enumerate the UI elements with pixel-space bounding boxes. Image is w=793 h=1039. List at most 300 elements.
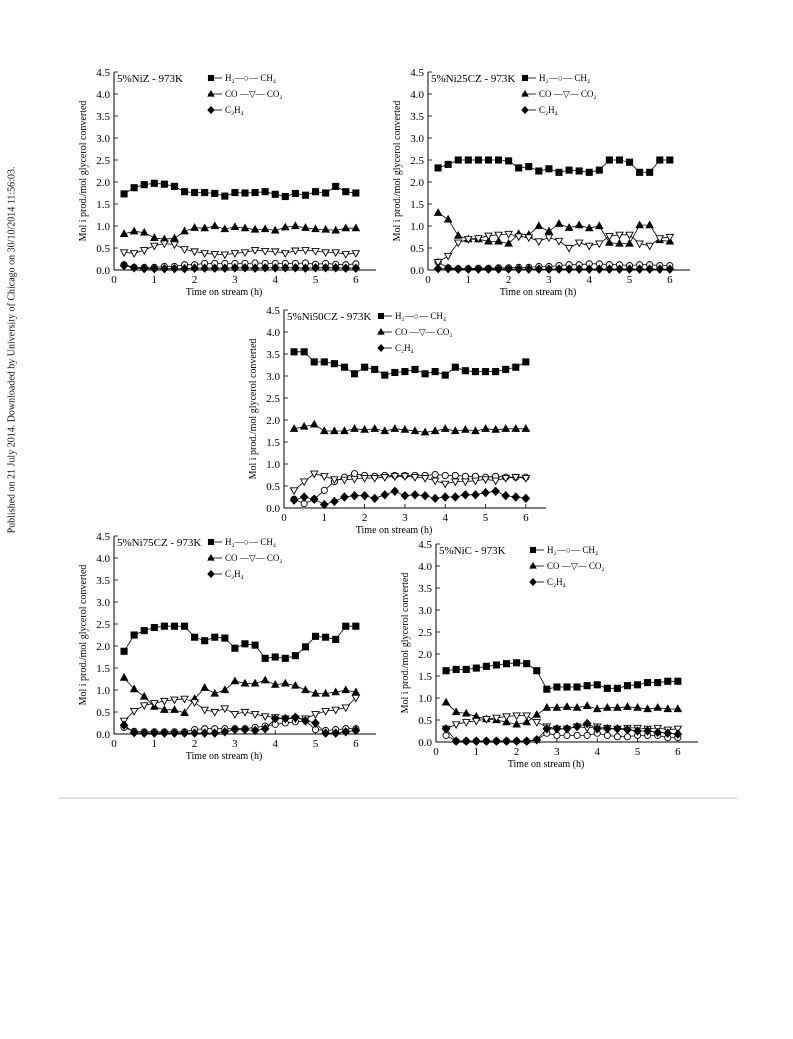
point-h2 [624, 683, 630, 689]
point-h2 [554, 684, 560, 690]
point-co [533, 711, 540, 717]
x-tick-label: 2 [361, 512, 368, 524]
point-h2 [485, 157, 491, 163]
point-co [201, 684, 208, 690]
point-h2 [372, 366, 378, 372]
point-co2 [301, 479, 308, 485]
point-ch4 [614, 734, 620, 740]
x-tick-label: 2 [505, 274, 512, 286]
y-tick-label: 0.5 [96, 243, 110, 255]
point-co [576, 221, 583, 227]
series-line-c2h4 [446, 724, 678, 742]
point-h2 [171, 183, 177, 189]
y-tick-label: 2.0 [266, 415, 280, 427]
publication-note: Published on 21 July 2014. Downloaded by University of Chicago on 30/10/2014 11:56:03. [6, 166, 18, 534]
x-tick-label: 0 [281, 512, 287, 524]
point-c2h4 [300, 493, 307, 501]
point-co [624, 703, 631, 709]
y-tick-label: 2.5 [96, 619, 110, 631]
point-h2 [333, 636, 339, 642]
point-h2 [473, 665, 479, 671]
point-c2h4 [391, 487, 398, 495]
y-tick-label: 3.0 [418, 605, 432, 617]
point-co [262, 225, 269, 231]
x-tick-label: 2 [513, 746, 520, 758]
point-c2h4 [513, 737, 520, 745]
series-line-co2 [124, 698, 356, 721]
point-co2 [291, 488, 298, 494]
y-tick-label: 4.5 [410, 67, 424, 79]
y-tick-label: 2.5 [266, 393, 280, 405]
series-line-h2 [438, 160, 670, 172]
x-tick-label: 6 [353, 738, 359, 750]
x-tick-label: 5 [312, 274, 319, 286]
y-tick-label: 1.0 [96, 221, 110, 233]
point-h2 [526, 164, 532, 170]
x-tick-label: 3 [232, 738, 238, 750]
page-divider [58, 797, 737, 799]
point-h2 [626, 159, 632, 165]
y-tick-label: 0.0 [96, 729, 110, 741]
x-tick-label: 5 [626, 274, 633, 286]
y-tick-label: 3.0 [96, 133, 110, 145]
point-h2 [291, 349, 297, 355]
point-co [654, 704, 661, 710]
point-h2 [556, 169, 562, 175]
point-h2 [435, 165, 441, 171]
point-co [482, 425, 489, 431]
y-tick-label: 2.0 [96, 641, 110, 653]
point-co [512, 425, 519, 431]
y-tick-label: 2.5 [418, 627, 432, 639]
point-co [191, 224, 198, 230]
point-h2 [212, 190, 218, 196]
point-co [131, 228, 138, 234]
point-co [221, 686, 228, 692]
legend-label: CO —▽— CO₂ [547, 561, 605, 571]
point-c2h4 [381, 491, 388, 499]
point-h2 [242, 190, 248, 196]
x-axis-label: Time on stream (h) [499, 287, 577, 298]
point-co2 [171, 242, 178, 248]
point-h2 [161, 623, 167, 629]
y-tick-label: 3.5 [96, 111, 110, 123]
point-c2h4 [361, 492, 368, 500]
point-h2 [604, 685, 610, 691]
point-h2 [453, 666, 459, 672]
point-h2 [282, 193, 288, 199]
y-tick-label: 4.0 [96, 89, 110, 101]
point-h2 [566, 167, 572, 173]
point-co [443, 699, 450, 705]
point-co2 [221, 252, 228, 258]
point-h2 [614, 685, 620, 691]
series-line-h2 [294, 352, 526, 375]
point-co [311, 421, 318, 427]
point-h2 [212, 634, 218, 640]
point-h2 [392, 369, 398, 375]
y-tick-label: 4.5 [266, 305, 280, 317]
point-ch4 [462, 473, 468, 479]
point-h2 [465, 157, 471, 163]
x-tick-label: 5 [634, 746, 641, 758]
point-co2 [566, 245, 573, 251]
point-co [502, 425, 509, 431]
point-ch4 [452, 472, 458, 478]
x-tick-label: 4 [594, 746, 600, 758]
point-h2 [192, 634, 198, 640]
point-c2h4 [452, 493, 459, 501]
point-h2 [351, 371, 357, 377]
point-ch4 [351, 471, 357, 477]
y-tick-label: 0.0 [96, 265, 110, 277]
y-tick-label: 4.0 [418, 561, 432, 573]
x-tick-label: 1 [465, 274, 472, 286]
point-co2 [211, 709, 218, 715]
legend-label: C₂H₄ [395, 343, 414, 353]
point-h2 [675, 678, 681, 684]
y-tick-label: 0.5 [410, 243, 424, 255]
legend-label: H₂—○— CH₄ [225, 537, 276, 547]
point-co [282, 680, 289, 686]
point-h2 [181, 623, 187, 629]
point-c2h4 [512, 493, 519, 501]
point-c2h4 [431, 494, 438, 502]
point-co2 [211, 252, 218, 258]
point-co2 [322, 250, 329, 256]
point-co [636, 221, 643, 227]
point-h2 [443, 668, 449, 674]
point-co2 [646, 243, 653, 249]
point-h2 [475, 157, 481, 163]
x-tick-label: 5 [482, 512, 489, 524]
point-h2 [343, 189, 349, 195]
x-tick-label: 0 [111, 738, 117, 750]
y-tick-label: 4.0 [410, 89, 424, 101]
point-h2 [524, 661, 530, 667]
point-h2 [382, 372, 388, 378]
point-h2 [272, 654, 278, 660]
point-h2 [534, 668, 540, 674]
point-c2h4 [331, 497, 338, 505]
point-co [674, 705, 681, 711]
legend-label: H₂—○— CH₄ [539, 73, 590, 83]
series-line-co2 [438, 234, 670, 262]
x-tick-label: 5 [312, 738, 319, 750]
series-line-ch4 [124, 263, 356, 267]
x-tick-label: 6 [353, 274, 359, 286]
point-c2h4 [251, 264, 258, 272]
point-c2h4 [503, 737, 510, 745]
point-co [435, 209, 442, 215]
point-co2 [262, 248, 269, 254]
point-h2 [343, 623, 349, 629]
y-tick-label: 2.5 [96, 155, 110, 167]
point-co [231, 223, 238, 229]
y-tick-label: 3.5 [266, 349, 280, 361]
point-co [455, 232, 462, 238]
point-c2h4 [492, 487, 499, 495]
point-h2 [312, 189, 318, 195]
x-tick-label: 0 [111, 274, 117, 286]
point-h2 [262, 189, 268, 195]
chart-title: 5%NiC - 973K [439, 545, 506, 557]
x-tick-label: 4 [272, 738, 278, 750]
x-tick-label: 4 [442, 512, 448, 524]
series-line-h2 [124, 626, 356, 658]
point-c2h4 [462, 491, 469, 499]
point-h2 [412, 366, 418, 372]
point-h2 [252, 189, 258, 195]
point-h2 [482, 369, 488, 375]
point-h2 [645, 680, 651, 686]
legend-label: CO —▽— CO₂ [225, 553, 283, 563]
y-tick-label: 3.0 [96, 597, 110, 609]
point-h2 [222, 193, 228, 199]
point-h2 [292, 190, 298, 196]
x-axis-label: Time on stream (h) [185, 287, 263, 298]
y-tick-label: 3.5 [96, 575, 110, 587]
point-h2 [192, 189, 198, 195]
point-h2 [544, 686, 550, 692]
point-co [391, 425, 398, 431]
point-h2 [637, 169, 643, 175]
point-co2 [492, 478, 499, 484]
point-co [596, 222, 603, 228]
point-h2 [493, 662, 499, 668]
point-h2 [151, 180, 157, 186]
point-h2 [432, 369, 438, 375]
point-h2 [455, 157, 461, 163]
x-tick-label: 1 [321, 512, 328, 524]
legend-label: CO —▽— CO₂ [539, 89, 597, 99]
x-tick-label: 3 [554, 746, 560, 758]
point-c2h4 [502, 492, 509, 500]
point-co [584, 702, 591, 708]
x-tick-label: 0 [433, 746, 439, 758]
point-co2 [523, 713, 530, 719]
point-h2 [302, 192, 308, 198]
side-watermark-note [4, 90, 20, 610]
point-h2 [301, 349, 307, 355]
point-h2 [232, 189, 238, 195]
point-h2 [647, 169, 653, 175]
series-line-h2 [124, 183, 356, 196]
y-tick-label: 1.5 [96, 663, 110, 675]
legend-label: CO —▽— CO₂ [395, 327, 453, 337]
point-co2 [586, 243, 593, 249]
point-co [371, 425, 378, 431]
point-h2 [493, 369, 499, 375]
point-co [342, 224, 349, 230]
point-co [121, 674, 128, 680]
point-co [231, 677, 238, 683]
y-tick-label: 4.5 [96, 531, 110, 543]
point-c2h4 [421, 492, 428, 500]
point-co [331, 427, 338, 433]
x-tick-label: 2 [191, 274, 198, 286]
point-co2 [626, 232, 633, 238]
y-tick-label: 1.0 [266, 459, 280, 471]
point-c2h4 [522, 494, 529, 502]
point-c2h4 [463, 737, 470, 745]
series-line-ch4 [124, 721, 356, 732]
point-c2h4 [483, 737, 490, 745]
point-c2h4 [411, 491, 418, 499]
y-tick-label: 1.5 [418, 671, 432, 683]
y-tick-label: 3.5 [410, 111, 424, 123]
legend-label: C₂H₄ [539, 105, 558, 115]
point-h2 [503, 366, 509, 372]
x-tick-label: 3 [546, 274, 552, 286]
point-co2 [555, 238, 562, 244]
x-tick-label: 3 [402, 512, 408, 524]
point-co2 [231, 712, 238, 718]
point-co2 [533, 720, 540, 726]
point-h2 [131, 185, 137, 191]
x-tick-label: 1 [473, 746, 480, 758]
legend-label: C₂H₄ [225, 105, 244, 115]
point-co [302, 686, 309, 692]
series-line-ch4 [294, 474, 526, 504]
point-co [626, 240, 633, 246]
point-co2 [141, 703, 148, 709]
point-co [563, 703, 570, 709]
point-h2 [655, 680, 661, 686]
series-line-c2h4 [124, 717, 356, 733]
y-tick-label: 0.5 [266, 481, 280, 493]
point-h2 [574, 684, 580, 690]
point-h2 [323, 634, 329, 640]
y-tick-label: 0.0 [410, 265, 424, 277]
y-axis-label: Mol i prod./mol glycerol converted [248, 338, 259, 480]
point-co [321, 427, 328, 433]
y-axis-label: Mol i prod./mol glycerol converted [78, 564, 89, 706]
x-tick-label: 4 [586, 274, 592, 286]
point-h2 [596, 167, 602, 173]
point-co2 [535, 239, 542, 245]
point-ch4 [584, 732, 590, 738]
y-tick-label: 1.0 [96, 685, 110, 697]
point-h2 [606, 157, 612, 163]
x-axis-label: Time on stream (h) [507, 759, 585, 770]
point-co2 [131, 251, 138, 257]
point-co [342, 686, 349, 692]
point-h2 [302, 644, 308, 650]
point-c2h4 [351, 492, 358, 500]
point-h2 [594, 682, 600, 688]
point-co [211, 222, 218, 228]
series-line-co [294, 424, 526, 432]
point-c2h4 [302, 264, 309, 272]
point-h2 [463, 666, 469, 672]
series-line-ch4 [438, 262, 670, 269]
point-c2h4 [523, 737, 530, 745]
point-c2h4 [473, 737, 480, 745]
point-h2 [312, 633, 318, 639]
point-h2 [353, 623, 359, 629]
y-tick-label: 4.5 [418, 539, 432, 551]
point-h2 [262, 655, 268, 661]
point-h2 [202, 638, 208, 644]
y-axis-label: Mol i prod./mol glycerol converted [392, 100, 403, 242]
point-c2h4 [371, 494, 378, 502]
point-h2 [333, 183, 339, 189]
legend-label: H₂—○— CH₄ [395, 311, 446, 321]
point-h2 [536, 168, 542, 174]
point-c2h4 [472, 491, 479, 499]
point-co [292, 222, 299, 228]
y-tick-label: 1.5 [266, 437, 280, 449]
point-ch4 [442, 472, 448, 478]
point-h2 [584, 683, 590, 689]
point-h2 [321, 359, 327, 365]
x-tick-label: 2 [191, 738, 198, 750]
y-tick-label: 2.5 [410, 155, 424, 167]
point-c2h4 [321, 500, 328, 508]
series-line-co2 [124, 244, 356, 255]
point-co2 [445, 253, 452, 259]
point-h2 [323, 190, 329, 196]
chart-title: 5%Ni75CZ - 973K [117, 537, 202, 549]
x-tick-label: 4 [272, 274, 278, 286]
point-h2 [272, 191, 278, 197]
legend-label: C₂H₄ [225, 569, 244, 579]
legend-label: C₂H₄ [547, 577, 566, 587]
y-tick-label: 3.0 [410, 133, 424, 145]
point-co [171, 706, 178, 712]
point-h2 [181, 189, 187, 195]
point-co [462, 426, 469, 432]
point-c2h4 [442, 493, 449, 501]
point-h2 [657, 157, 663, 163]
point-h2 [151, 624, 157, 630]
y-tick-label: 3.5 [418, 583, 432, 595]
y-tick-label: 0.5 [418, 715, 432, 727]
x-tick-label: 1 [151, 738, 158, 750]
point-h2 [121, 191, 127, 197]
point-co [646, 221, 653, 227]
legend-label: CO —▽— CO₂ [225, 89, 283, 99]
point-h2 [121, 648, 127, 654]
point-h2 [665, 678, 671, 684]
series-line-c2h4 [294, 491, 526, 504]
point-h2 [341, 364, 347, 370]
point-h2 [586, 169, 592, 175]
point-co [442, 425, 449, 431]
y-tick-label: 4.0 [266, 327, 280, 339]
point-co2 [442, 481, 449, 487]
point-h2 [472, 369, 478, 375]
point-ch4 [321, 487, 327, 493]
x-tick-label: 3 [232, 274, 238, 286]
point-h2 [141, 628, 147, 634]
chart-5pct-ni75cz [66, 526, 386, 764]
x-tick-label: 6 [667, 274, 673, 286]
point-h2 [171, 623, 177, 629]
point-c2h4 [596, 265, 603, 273]
x-tick-label: 1 [151, 274, 158, 286]
point-h2 [506, 158, 512, 164]
point-co2 [453, 722, 460, 728]
legend-label: H₂—○— CH₄ [225, 73, 276, 83]
y-axis-label: Mol i prod./mol glycerol converted [400, 572, 411, 714]
y-tick-label: 0.0 [266, 503, 280, 515]
x-tick-label: 6 [675, 746, 681, 758]
point-co2 [462, 479, 469, 485]
point-h2 [161, 181, 167, 187]
point-co [351, 425, 358, 431]
